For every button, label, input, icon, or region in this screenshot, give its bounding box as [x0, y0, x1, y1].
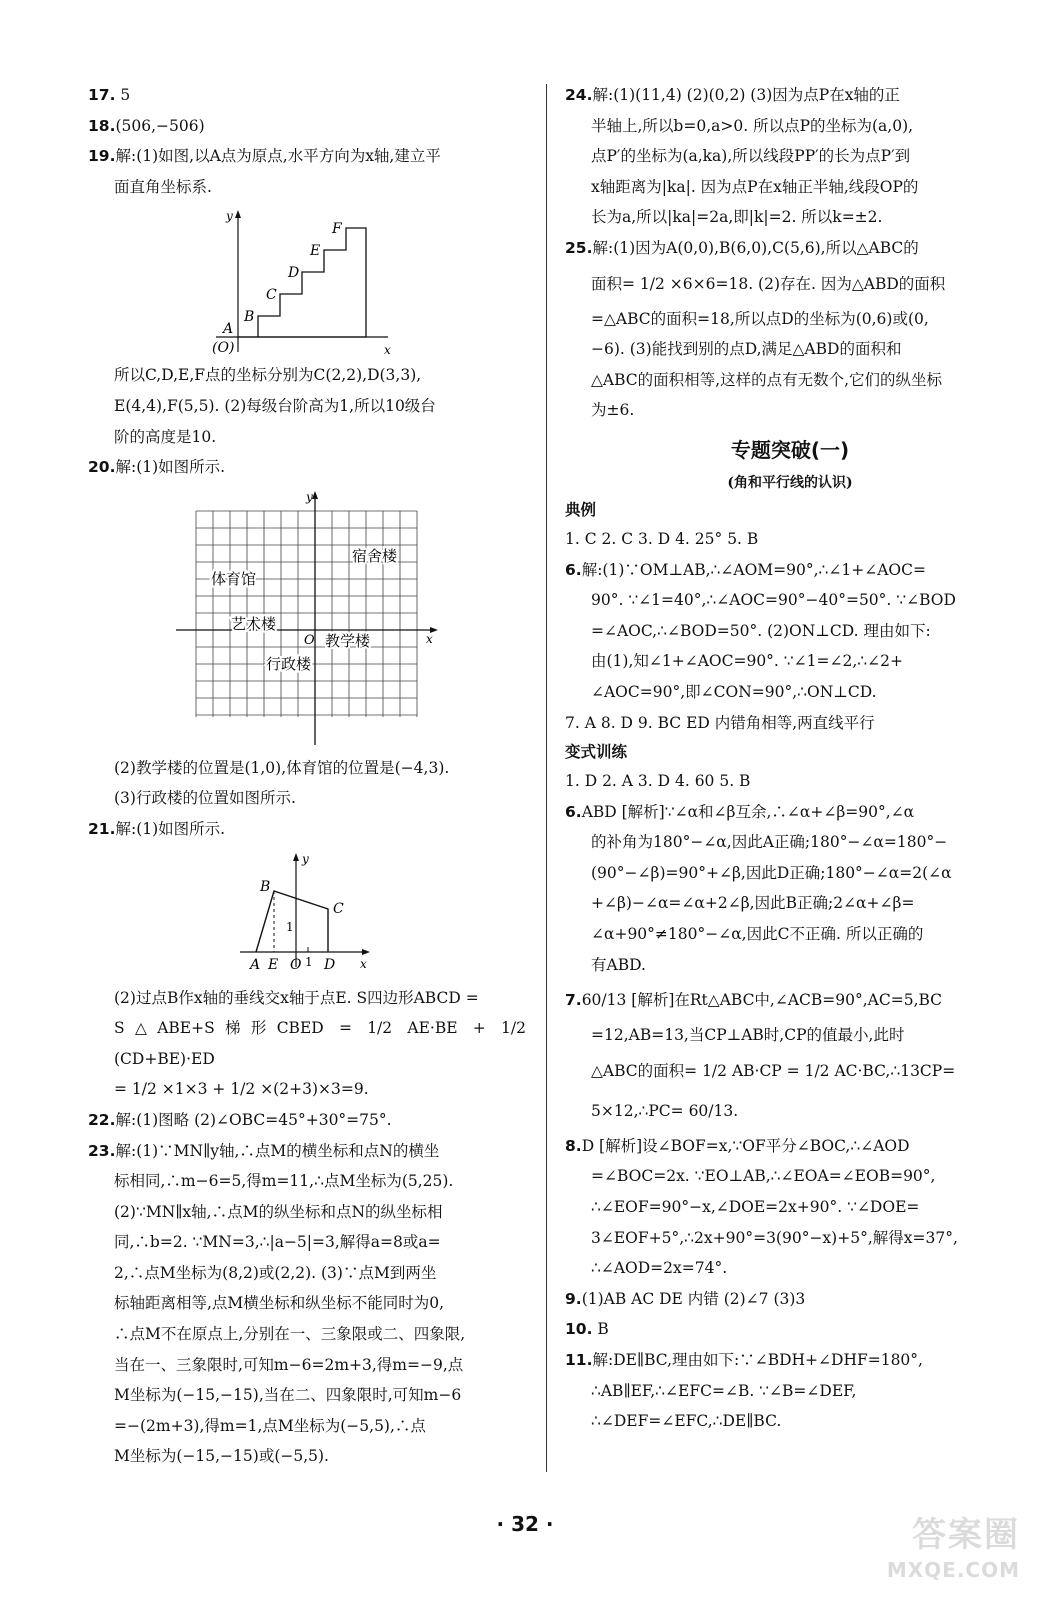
- left-column: [88, 80, 526, 1472]
- art-building-label: 艺术楼: [231, 614, 277, 633]
- origin-label: (O): [212, 340, 235, 357]
- answer-23-line: M坐标为(−15,−15)或(−5,5).: [114, 1447, 329, 1466]
- answer-21-line: S△ABE+S梯形CBED = 1/2 AE·BE + 1/2 (CD+BE)·ED: [114, 1019, 526, 1068]
- answer-23-line: =−(2m+3),得m=1,点M坐标为(−5,5),∴点: [114, 1416, 426, 1435]
- answer-21-line: = 1/2 ×1×3 + 1/2 ×(2+3)×3=9.: [114, 1080, 369, 1099]
- variant-11: 11.解:DE∥BC,理由如下:∵∠BDH+∠DHF=180°,: [565, 1351, 923, 1369]
- point-d-label: D: [288, 265, 300, 282]
- origin-label: O: [304, 632, 315, 648]
- answer-24-line: x轴距离为|ka|. 因为点P在x轴正半轴,线段OP的: [591, 177, 919, 196]
- staircase-svg: [88, 206, 526, 356]
- answer-24-line: 半轴上,所以b=0,a>0. 所以点P的坐标为(a,0),: [591, 116, 914, 135]
- campus-grid-figure: [88, 487, 526, 749]
- example-6-line: 由(1),知∠1+∠AOC=90°. ∵∠1=∠2,∴∠2+: [591, 652, 903, 671]
- point-c-label: C: [333, 900, 344, 917]
- variant-6-line: 的补角为180°−∠α,因此A正确;180°−∠α=180°−: [591, 833, 948, 852]
- example-answers: 1. C 2. C 3. D 4. 25° 5. B: [565, 529, 759, 548]
- point-e-label: E: [268, 956, 279, 973]
- answer-24-line: 点P′的坐标为(a,ka),所以线段PP′的长为点P′到: [591, 147, 911, 166]
- variant-7-line: =12,AB=13,当CP⊥AB时,CP的值最小,此时: [591, 1026, 905, 1045]
- example-6: 6.解:(1)∵OM⊥AB,∴∠AOM=90°,∴∠1+∠AOC=: [565, 560, 926, 579]
- answer-17: 17. 5: [88, 86, 131, 104]
- answer-23-line: (2)∵MN∥x轴,∴点M的纵坐标和点N的纵坐标相: [114, 1202, 443, 1221]
- answer-19-line: E(4,4),F(5,5). (2)每级台阶高为1,所以10级台: [114, 396, 436, 415]
- example-6-line: 90°. ∵∠1=40°,∴∠AOC=90°−40°=50°. ∵∠BOD: [591, 591, 956, 610]
- point-c-label: C: [266, 287, 277, 304]
- section-subtitle: (角和平行线的认识): [727, 474, 853, 491]
- answer-19-line: 面直角坐标系.: [114, 177, 212, 196]
- answer-24-line: 长为a,所以|ka|=2a,即|k|=2. 所以k=±2.: [591, 208, 883, 227]
- variant-6-line: 有ABD.: [591, 955, 646, 974]
- variant-8-line: 3∠EOF+5°,∴2x+90°=3(90°−x)+5°,解得x=37°,: [591, 1228, 958, 1247]
- example-answers-7-9: 7. A 8. D 9. BC ED 内错角相等,两直线平行: [565, 713, 875, 732]
- point-b-label: B: [260, 878, 271, 895]
- answer-23: 23.解:(1)∵MN∥y轴,∴点M的横坐标和点N的横坐: [88, 1141, 440, 1160]
- variant-11-line: ∴∠DEF=∠EFC,∴DE∥BC.: [591, 1412, 782, 1431]
- variant-9: 9.(1)AB AC DE 内错 (2)∠7 (3)3: [565, 1289, 806, 1308]
- answer-19-line: 所以C,D,E,F点的坐标分别为C(2,2),D(3,3),: [114, 366, 422, 385]
- variant-8-line: ∴∠EOF=90°−x,∠DOE=2x+90°. ∵∠DOE=: [591, 1198, 920, 1217]
- answer-23-line: 标轴距离相等,点M横坐标和纵坐标不能同时为0,: [114, 1294, 445, 1313]
- answer-19-line: 阶的高度是10.: [114, 427, 217, 446]
- answer-25: 25.解:(1)因为A(0,0),B(6,0),C(5,6),所以△ABC的: [565, 238, 919, 257]
- variant-7-line: △ABC的面积= 1/2 AB·CP = 1/2 AC·BC,∴13CP=: [591, 1061, 956, 1080]
- y-label: y: [306, 489, 313, 504]
- answer-19: 19.解:(1)如图,以A点为原点,水平方向为x轴,建立平: [88, 147, 441, 166]
- y-axis-arrow: [293, 853, 299, 861]
- watermark-logo: [886, 1512, 1026, 1582]
- point-d-label: D: [324, 956, 336, 973]
- point-e-label: E: [310, 243, 321, 260]
- watermark-text: 答案圈: [912, 1515, 1020, 1555]
- answer-25-line: −6). (3)能找到别的点D,满足△ABD的面积和: [591, 340, 902, 359]
- section-heading-variants: 变式训练: [565, 743, 628, 762]
- right-column: [565, 80, 1015, 1437]
- y-axis-arrow: [312, 491, 318, 499]
- admin-building-label: 行政楼: [266, 654, 312, 673]
- variant-6-line: +∠β)−∠α=∠α+2∠β,因此B正确;2∠α+∠β=: [591, 894, 915, 913]
- y-unit-label: 1: [286, 919, 294, 934]
- answer-23-line: M坐标为(−15,−15),当在二、四象限时,可知m−6: [114, 1386, 462, 1405]
- quadrilateral-figure: [88, 849, 526, 979]
- variant-6-line: (90°−∠β)=90°+∠β,因此D正确;180°−∠α=2(∠α: [591, 863, 952, 882]
- origin-label: O: [290, 956, 302, 973]
- y-label: y: [226, 209, 233, 224]
- variant-7: 7.60/13 [解析]在Rt△ABC中,∠ACB=90°,AC=5,BC: [565, 991, 943, 1010]
- answer-24: 24.解:(1)(11,4) (2)(0,2) (3)因为点P在x轴的正: [565, 86, 900, 104]
- answer-23-line: 2,∴点M坐标为(8,2)或(2,2). (3)∵点M到两坐: [114, 1263, 437, 1282]
- answer-18: 18.(506,−506): [88, 116, 205, 135]
- variant-6: 6.ABD [解析]∵∠α和∠β互余,∴∠α+∠β=90°,∠α: [565, 802, 915, 821]
- dormitory-label: 宿舍楼: [352, 546, 398, 565]
- point-f-label: F: [332, 221, 342, 238]
- answer-21-line: (2)过点B作x轴的垂线交x轴于点E. S四边形ABCD =: [114, 988, 479, 1007]
- y-axis-arrow: [235, 210, 241, 218]
- gym-label: 体育馆: [211, 569, 257, 588]
- answer-25-line: 面积= 1/2 ×6×6=18. (2)存在. 因为△ABD的面积: [591, 274, 946, 293]
- variant-8-line: =∠BOC=2x. ∵EO⊥AB,∴∠EOA=∠EOB=90°,: [591, 1167, 936, 1186]
- variant-6-line: ∠α+90°≠180°−∠α,因此C不正确. 所以正确的: [591, 925, 924, 944]
- answer-25-line: =△ABC的面积=18,所以点D的坐标为(0,6)或(0,: [591, 309, 929, 328]
- answer-25-line: 为±6.: [591, 401, 635, 420]
- answer-22: 22.解:(1)图略 (2)∠OBC=45°+30°=75°.: [88, 1110, 392, 1129]
- section-title: 专题突破(一): [730, 437, 850, 462]
- teaching-building-label: 教学楼: [325, 631, 371, 650]
- variant-10: 10. B: [565, 1320, 609, 1339]
- variant-answers: 1. D 2. A 3. D 4. 60 5. B: [565, 772, 751, 791]
- column-divider: [546, 84, 547, 1472]
- x-label: x: [360, 956, 367, 971]
- point-a-label: A: [250, 956, 261, 973]
- variant-11-line: ∴AB∥EF,∴∠EFC=∠B. ∵∠B=∠DEF,: [591, 1381, 857, 1400]
- answer-25-line: △ABC的面积相等,这样的点有无数个,它们的纵坐标: [591, 370, 943, 389]
- example-6-line: =∠AOC,∴∠BOD=50°. (2)ON⊥CD. 理由如下:: [591, 621, 931, 640]
- x-unit-label: 1: [305, 954, 313, 969]
- quadrilateral-svg: [88, 849, 526, 979]
- answer-20-line: (2)教学楼的位置是(1,0),体育馆的位置是(−4,3).: [114, 758, 450, 777]
- point-b-label: B: [244, 309, 255, 326]
- answer-21: 21.解:(1)如图所示.: [88, 819, 226, 838]
- x-label: x: [426, 631, 433, 646]
- variant-7-line: 5×12,∴PC= 60/13.: [591, 1101, 739, 1120]
- section-heading-examples: 典例: [565, 500, 597, 519]
- x-label: x: [384, 343, 391, 357]
- answer-20-line: (3)行政楼的位置如图所示.: [114, 789, 296, 808]
- variant-8: 8.D [解析]设∠BOF=x,∵OF平分∠BOC,∴∠AOD: [565, 1136, 910, 1155]
- watermark-url: MXQE.COM: [886, 1558, 1020, 1582]
- campus-grid-svg: [88, 487, 526, 749]
- answer-23-line: ∴点M不在原点上,分别在一、三象限或二、四象限,: [114, 1325, 466, 1344]
- answer-23-line: 当在一、三象限时,可知m−6=2m+3,得m=−9,点: [114, 1355, 464, 1374]
- answer-20: 20.解:(1)如图所示.: [88, 458, 226, 477]
- answer-23-line: 同,∴b=2. ∵MN=3,∴|a−5|=3,解得a=8或a=: [114, 1233, 441, 1252]
- staircase-path: [238, 228, 366, 337]
- grid-lines: [196, 511, 417, 717]
- y-label: y: [302, 851, 309, 866]
- staircase-figure: [88, 206, 526, 356]
- example-6-line: ∠AOC=90°,即∠CON=90°,∴ON⊥CD.: [591, 682, 877, 701]
- point-a-label: A: [223, 321, 234, 338]
- variant-8-line: ∴∠AOD=2x=74°.: [591, 1259, 728, 1278]
- x-axis-arrow: [362, 949, 370, 955]
- page-number: · 32 ·: [496, 1512, 554, 1536]
- answer-23-line: 标相同,∴m−6=5,得m=11,∴点M坐标为(5,25).: [114, 1172, 454, 1191]
